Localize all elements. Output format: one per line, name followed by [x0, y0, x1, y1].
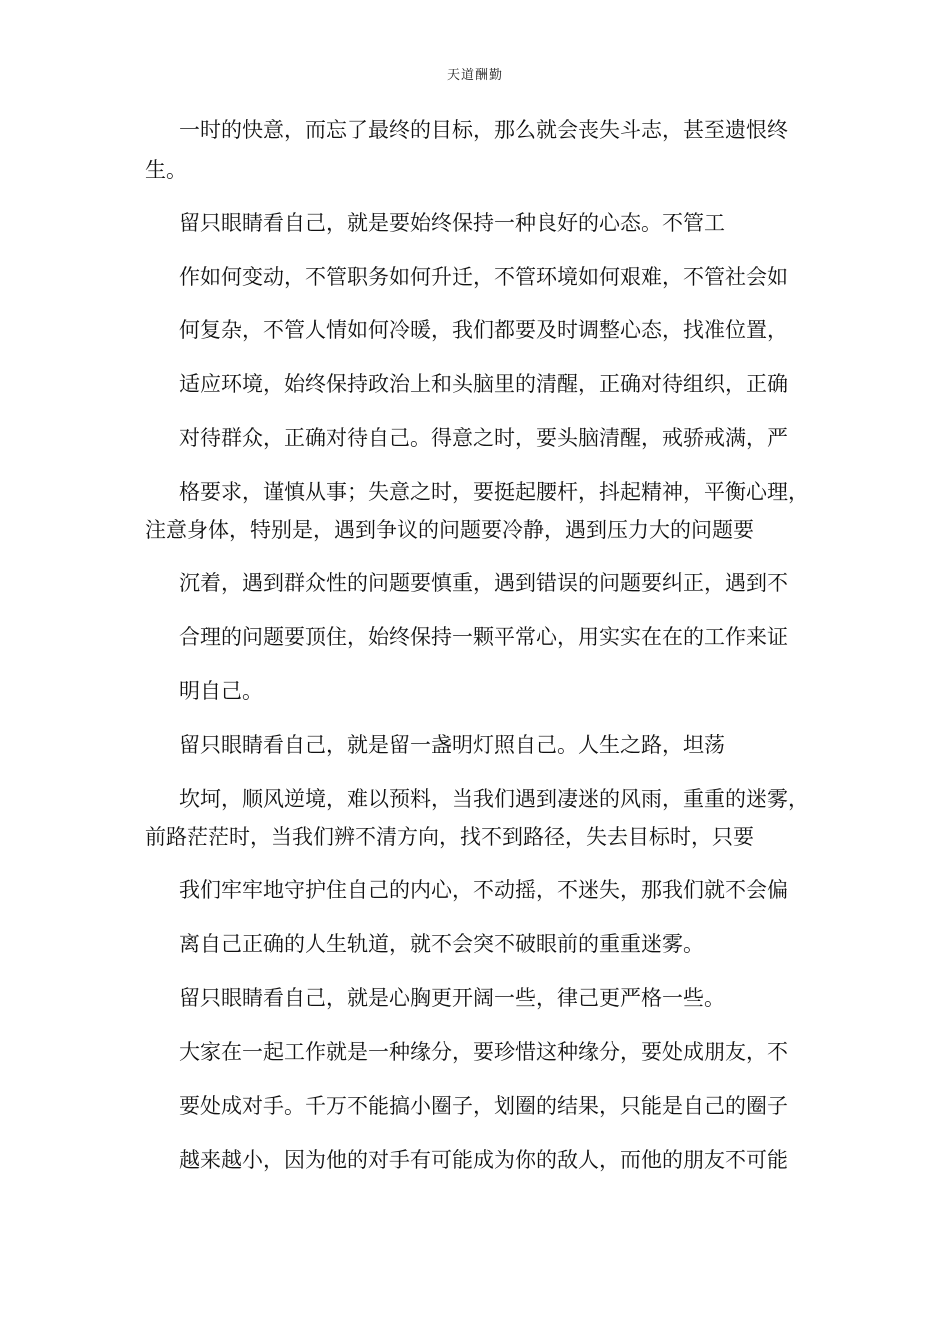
- body-line: 生。: [145, 158, 187, 182]
- body-line: 前路茫茫时，当我们辨不清方向，找不到路径，失去目标时，只要: [145, 825, 754, 849]
- body-line: 留只眼睛看自己，就是心胸更开阔一些，律己更严格一些。: [179, 986, 725, 1010]
- body-line: 注意身体，特别是，遇到争议的问题要冷静，遇到压力大的问题要: [145, 518, 754, 542]
- body-line: 合理的问题要顶住，始终保持一颗平常心，用实实在在的工作来证: [179, 625, 788, 649]
- body-line: 大家在一起工作就是一种缘分，要珍惜这种缘分，要处成朋友，不: [179, 1040, 788, 1064]
- body-line: 越来越小，因为他的对手有可能成为你的敌人，而他的朋友不可能: [179, 1148, 788, 1172]
- body-line: 适应环境，始终保持政治上和头脑里的清醒，正确对待组织，正确: [179, 372, 788, 396]
- body-line: 对待群众，正确对待自己。得意之时，要头脑清醒，戒骄戒满，严: [179, 426, 788, 450]
- body-line: 何复杂，不管人情如何冷暖，我们都要及时调整心态，找准位置，: [179, 318, 788, 342]
- body-line: 我们牢牢地守护住自己的内心，不动摇，不迷失，那我们就不会偏: [179, 878, 788, 902]
- body-line: 一时的快意，而忘了最终的目标，那么就会丧失斗志，甚至遗恨终: [179, 118, 788, 142]
- body-line: 离自己正确的人生轨道，就不会突不破眼前的重重迷雾。: [179, 932, 704, 956]
- page-header: 天道酬勤: [446, 68, 503, 83]
- body-line: 格要求，谨慎从事；失意之时，要挺起腰杆，抖起精神，平衡心理，: [179, 480, 809, 504]
- body-line: 留只眼睛看自己，就是留一盏明灯照自己。人生之路，坦荡: [179, 733, 725, 757]
- body-line: 沉着，遇到群众性的问题要慎重，遇到错误的问题要纠正，遇到不: [179, 571, 788, 595]
- body-line: 留只眼睛看自己，就是要始终保持一种良好的心态。不管工: [179, 211, 725, 235]
- body-line: 作如何变动，不管职务如何升迁，不管环境如何艰难，不管社会如: [179, 265, 788, 289]
- body-line: 要处成对手。千万不能搞小圈子，划圈的结果，只能是自己的圈子: [179, 1094, 788, 1118]
- body-line: 坎坷，顺风逆境，难以预料，当我们遇到凄迷的风雨，重重的迷雾，: [179, 787, 809, 811]
- body-line: 明自己。: [179, 679, 263, 703]
